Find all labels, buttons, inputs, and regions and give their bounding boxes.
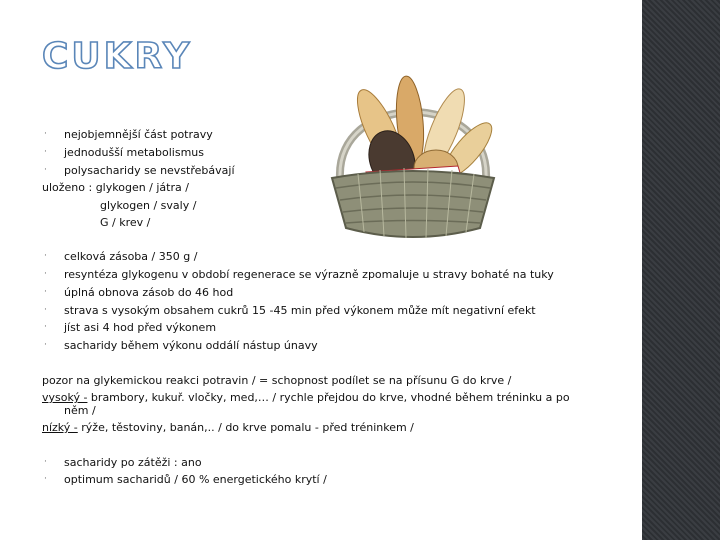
bullet-text: jednodušší metabolismus bbox=[64, 146, 204, 159]
decorative-sidebar bbox=[642, 0, 720, 540]
bullet-icon: · bbox=[44, 165, 47, 175]
bullet-text: úplná obnova zásob do 46 hod bbox=[64, 286, 234, 299]
bullet-icon: · bbox=[44, 340, 47, 350]
bullet-icon: · bbox=[44, 474, 47, 484]
high-label: vysoký - bbox=[42, 391, 88, 404]
low-label: nízký - bbox=[42, 421, 78, 434]
stored-line: uloženo : glykogen / játra / bbox=[42, 181, 189, 194]
glycemic-high bbox=[42, 391, 570, 405]
bullet-icon: · bbox=[44, 457, 47, 467]
bullet-icon: · bbox=[44, 287, 47, 297]
bullet-text: resyntéza glykogenu v období regenerace se výrazně zpomaluje u stravy bohaté na tuky bbox=[64, 268, 554, 281]
low-text: rýže, těstoviny, banán,.. / do krve pomalu - před tréninkem / bbox=[77, 421, 414, 434]
bullet-icon: · bbox=[44, 147, 47, 157]
bullet-text: polysacharidy se nevstřebávají bbox=[64, 164, 235, 177]
bullet-text: optimum sacharidů / 60 % energetického krytí / bbox=[64, 473, 327, 486]
bullet-text: celková zásoba / 350 g / bbox=[64, 250, 198, 263]
bullet-text: sacharidy po zátěži : ano bbox=[64, 456, 202, 469]
stored-line: glykogen / svaly / bbox=[100, 199, 197, 212]
bullet-icon: · bbox=[44, 322, 47, 332]
bread-basket-image bbox=[318, 60, 508, 250]
glycemic-high-cont: něm / bbox=[64, 404, 96, 417]
bullet-text: strava s vysokým obsahem cukrů 15 -45 min před výkonem může mít negativní efekt bbox=[64, 304, 536, 317]
bullet-icon: · bbox=[44, 129, 47, 139]
bullet-icon: · bbox=[44, 269, 47, 279]
high-text: brambory, kukuř. vločky, med,… / rychle přejdou do krve, vhodné během tréninku a po bbox=[87, 391, 570, 404]
bullet-text: nejobjemnější část potravy bbox=[64, 128, 213, 141]
glycemic-low bbox=[42, 421, 414, 435]
glycemic-note: pozor na glykemickou reakci potravin / = schopnost podílet se na přísunu G do krve / bbox=[42, 374, 512, 387]
bullet-icon: · bbox=[44, 305, 47, 315]
slide-title: CUKRY bbox=[42, 36, 193, 77]
bullet-text: sacharidy během výkonu oddálí nástup únavy bbox=[64, 339, 318, 352]
bullet-text: jíst asi 4 hod před výkonem bbox=[64, 321, 217, 334]
bullet-icon: · bbox=[44, 251, 47, 261]
stored-line: G / krev / bbox=[100, 216, 151, 229]
